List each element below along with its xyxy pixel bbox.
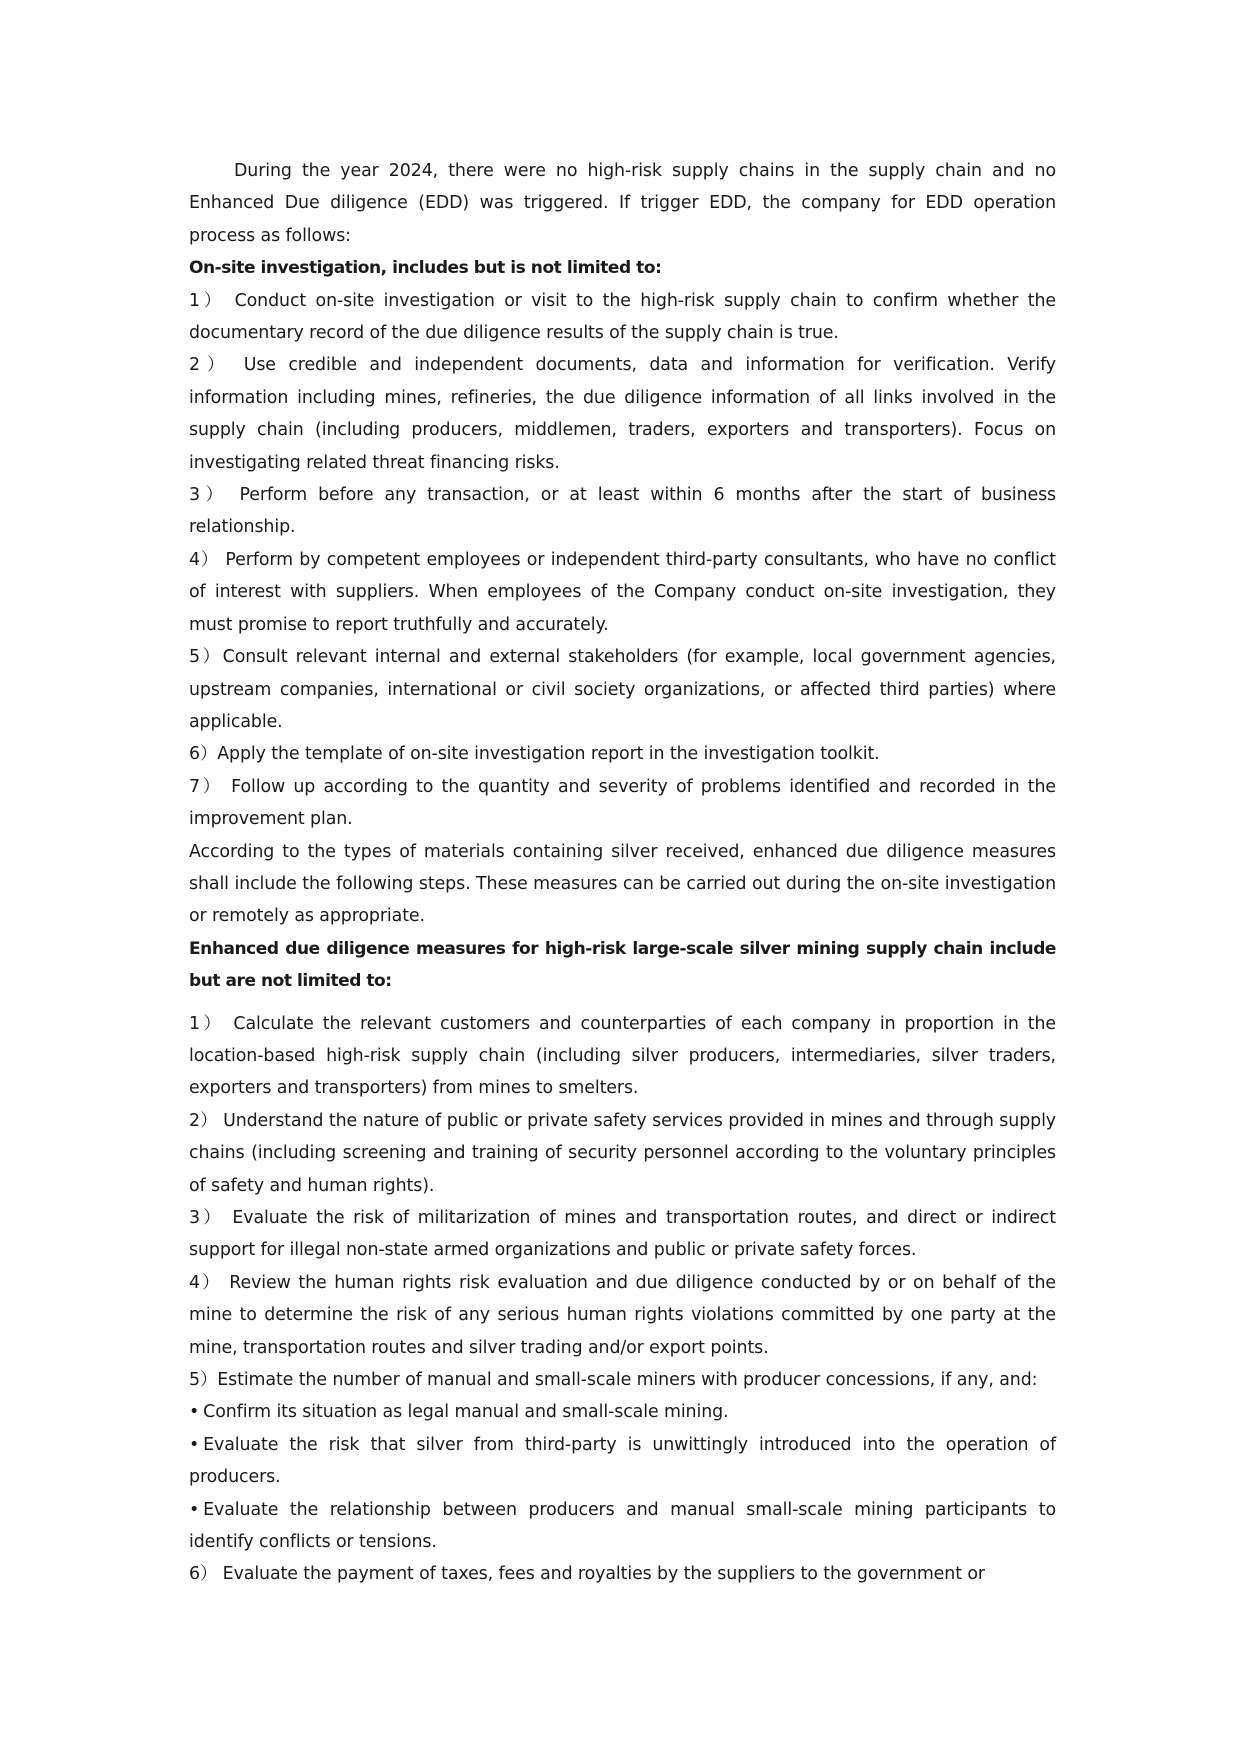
onsite-item-3: 3） Perform before any transaction, or at least within 6 months after the start of business relationship. <box>189 485 1056 538</box>
document-page <box>189 155 1056 1591</box>
bullet-text: Confirm its situation as legal manual and small-scale mining. <box>203 1402 729 1423</box>
onsite-item-7: 7） Follow up according to the quantity and severity of problems identified and recorded in the improvement plan. <box>189 776 1056 830</box>
section-gap <box>189 998 1056 1008</box>
edd-item-2: 2） Understand the nature of public or private safety services provided in mines and through supply chains (including screening and training of security personnel according to the voluntary principles of safety and human rights). <box>189 1110 1056 1196</box>
onsite-item-4: 4） Perform by competent employees or independent third-party consultants, who have no conflict of interest with suppliers. When employees of the Company conduct on-site investigation, they must promise to report truthfully and accurately. <box>189 549 1056 635</box>
bullet-item-3 <box>189 1494 1056 1559</box>
intro-paragraph: During the year 2024, there were no high-risk supply chains in the supply chain and no Enhanced Due diligence (EDD) was triggered. If trigger EDD, the company for EDD operation process as follows: <box>189 161 1056 246</box>
edd-item-5: 5）Estimate the number of manual and small-scale miners with producer concessions, if any, and: <box>189 1370 1038 1391</box>
edd-item-3: 3） Evaluate the risk of militarization of mines and transportation routes, and direct or indirect support for illegal non-state armed organizations and public or private safety forces. <box>189 1208 1056 1261</box>
bullet-icon: • <box>189 1499 200 1520</box>
materials-paragraph: According to the types of materials containing silver received, enhanced due diligence measures shall include the following steps. These measures can be carried out during the on-site investigation or remotely as appropriate. <box>189 841 1056 927</box>
onsite-item-6: 6）Apply the template of on-site investigation report in the investigation toolkit. <box>189 744 880 765</box>
edd-heading: Enhanced due diligence measures for high-risk large-scale silver mining supply chain include but are not limited to: <box>189 938 1056 992</box>
onsite-item-1: 1） Conduct on-site investigation or visit to the high-risk supply chain to confirm whether the documentary record of the due diligence results of the supply chain is true. <box>189 290 1056 344</box>
onsite-heading: On-site investigation, includes but is not limited to: <box>189 258 662 279</box>
bullet-item-1 <box>189 1396 1056 1428</box>
bullet-icon: • <box>189 1434 200 1455</box>
bullet-item-2 <box>189 1429 1056 1494</box>
bullet-text: Evaluate the risk that silver from third-party is unwittingly introduced into the operation of producers. <box>189 1434 1056 1488</box>
edd-item-6: 6） Evaluate the payment of taxes, fees and royalties by the suppliers to the government or <box>189 1564 985 1585</box>
edd-item-4: 4） Review the human rights risk evaluation and due diligence conducted by or on behalf of the mine to determine the risk of any serious human rights violations committed by one party at the mine, transportation routes and silver trading and/or export points. <box>189 1272 1056 1358</box>
onsite-item-2: 2） Use credible and independent documents, data and information for verification. Verify information including mines, refineries, the due diligence information of all links involved in the supply chain (including producers, middlemen, traders, exporters and transporters). Focus on investigating related threat financing risks. <box>189 355 1056 473</box>
bullet-icon: • <box>189 1402 200 1423</box>
onsite-item-5: 5）Consult relevant internal and external stakeholders (for example, local government agencies, upstream companies, international or civil society organizations, or affected third parties) where applicable. <box>189 647 1056 732</box>
edd-item-1: 1） Calculate the relevant customers and counterparties of each company in proportion in the location-based high-risk supply chain (including silver producers, intermediaries, silver traders, exporters and transporters) from mines to smelters. <box>189 1013 1056 1099</box>
bullet-text: Evaluate the relationship between producers and manual small-scale mining participants to identify conflicts or tensions. <box>189 1499 1056 1553</box>
